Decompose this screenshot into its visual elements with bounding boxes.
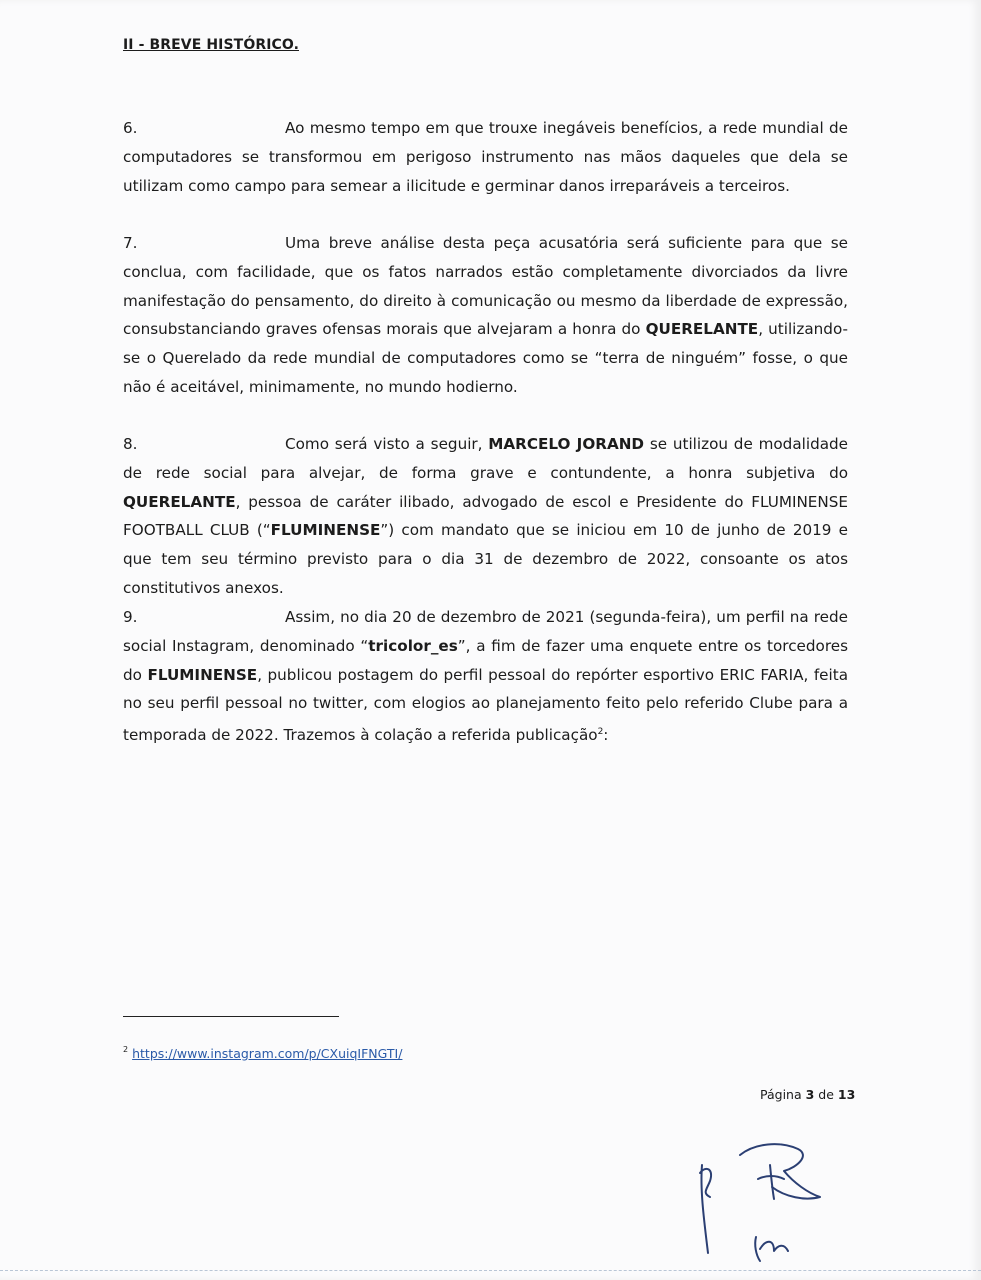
- footnote: [123, 1045, 402, 1061]
- paragraph-text: Como será visto a seguir,: [285, 435, 489, 453]
- page-current: 3: [805, 1087, 815, 1102]
- bold-term: FLUMINENSE: [270, 521, 381, 540]
- bold-term: QUERELANTE: [123, 492, 236, 511]
- paragraph-number: 6.: [123, 119, 138, 137]
- footnote-link[interactable]: https://www.instagram.com/p/CXuiqIFNGTI/: [132, 1046, 403, 1061]
- bold-term: FLUMINENSE: [147, 665, 258, 684]
- paragraph-text: Ao mesmo tempo em que trouxe inegáveis benefícios, a rede mundial de computadores se transformou em perigoso instrumento nas mãos daqueles que dela se utilizam como campo para semear a ilicitude e germinar danos irreparáveis a terceiros.: [123, 119, 848, 195]
- paragraph-text: se utilizou de modalidade de rede social para alvejar, de forma grave e contundente, a honra subjetiva do: [123, 435, 848, 482]
- page-total: 13: [837, 1087, 856, 1102]
- footnote-separator: [123, 1016, 339, 1017]
- bold-term: MARCELO JORAND: [488, 435, 645, 453]
- paragraph-number: 9.: [123, 608, 138, 626]
- handwritten-signature: [680, 1135, 840, 1270]
- paragraph-text: ”, a fim de fazer uma enquete entre os torcedores do: [123, 636, 848, 684]
- paragraph-text: :: [603, 726, 609, 745]
- paragraph-number: 8.: [123, 435, 138, 453]
- paragraph-9: [123, 603, 848, 750]
- paragraph-text: , publicou postagem do perfil pessoal do repórter esportivo ERIC FARIA, feita no seu perfil pessoal no twitter, com elogios ao planejamento feito pelo referido Clube para a temporada de 2022. Trazemos à colação a referida publicação: [123, 665, 849, 745]
- section-heading: II - BREVE HISTÓRICO.: [123, 37, 299, 53]
- page-bottom-edge: [0, 1270, 981, 1272]
- paragraph-text: , pessoa de caráter ilibado, advogado de escol e Presidente do FLUMINENSE FOOTBALL CLUB (“: [123, 492, 848, 540]
- paragraph-7: [123, 229, 848, 402]
- bold-term: QUERELANTE: [645, 320, 759, 339]
- paragraph-text: Uma breve análise desta peça acusatória será suficiente para que se conclua, com facilidade, que os fatos narrados estão completamente divorciados da livre manifestação do pensamento, do direito à comunicação ou mesmo da liberdade de expressão, consubstanciando graves ofensas morais que alvejaram a honra do: [123, 234, 848, 339]
- page-number-middle: de: [814, 1087, 838, 1102]
- paragraph-text: Assim, no dia 20 de dezembro de 2021 (segunda-feira), um perfil na rede social Instagram, denominado “: [123, 608, 848, 655]
- paragraph-number: 7.: [123, 234, 138, 252]
- footnote-marker: 2: [123, 1045, 129, 1054]
- paragraph-text: ”) com mandato que se iniciou em 10 de junho de 2019 e que tem seu término previsto para o dia 31 de dezembro de 2022, consoante os atos constitutivos anexos.: [123, 521, 848, 597]
- bold-term: tricolor_es: [368, 636, 458, 655]
- paragraph-6: [123, 114, 848, 200]
- page-number: [760, 1087, 855, 1102]
- paragraph-8: [123, 430, 848, 603]
- footnote-reference: 2: [597, 727, 604, 738]
- page-number-prefix: Página: [760, 1087, 806, 1102]
- paragraph-text: , utilizando-se o Querelado da rede mundial de computadores como se “terra de ninguém” fosse, o que não é aceitável, minimamente, no mundo hodierno.: [123, 320, 848, 396]
